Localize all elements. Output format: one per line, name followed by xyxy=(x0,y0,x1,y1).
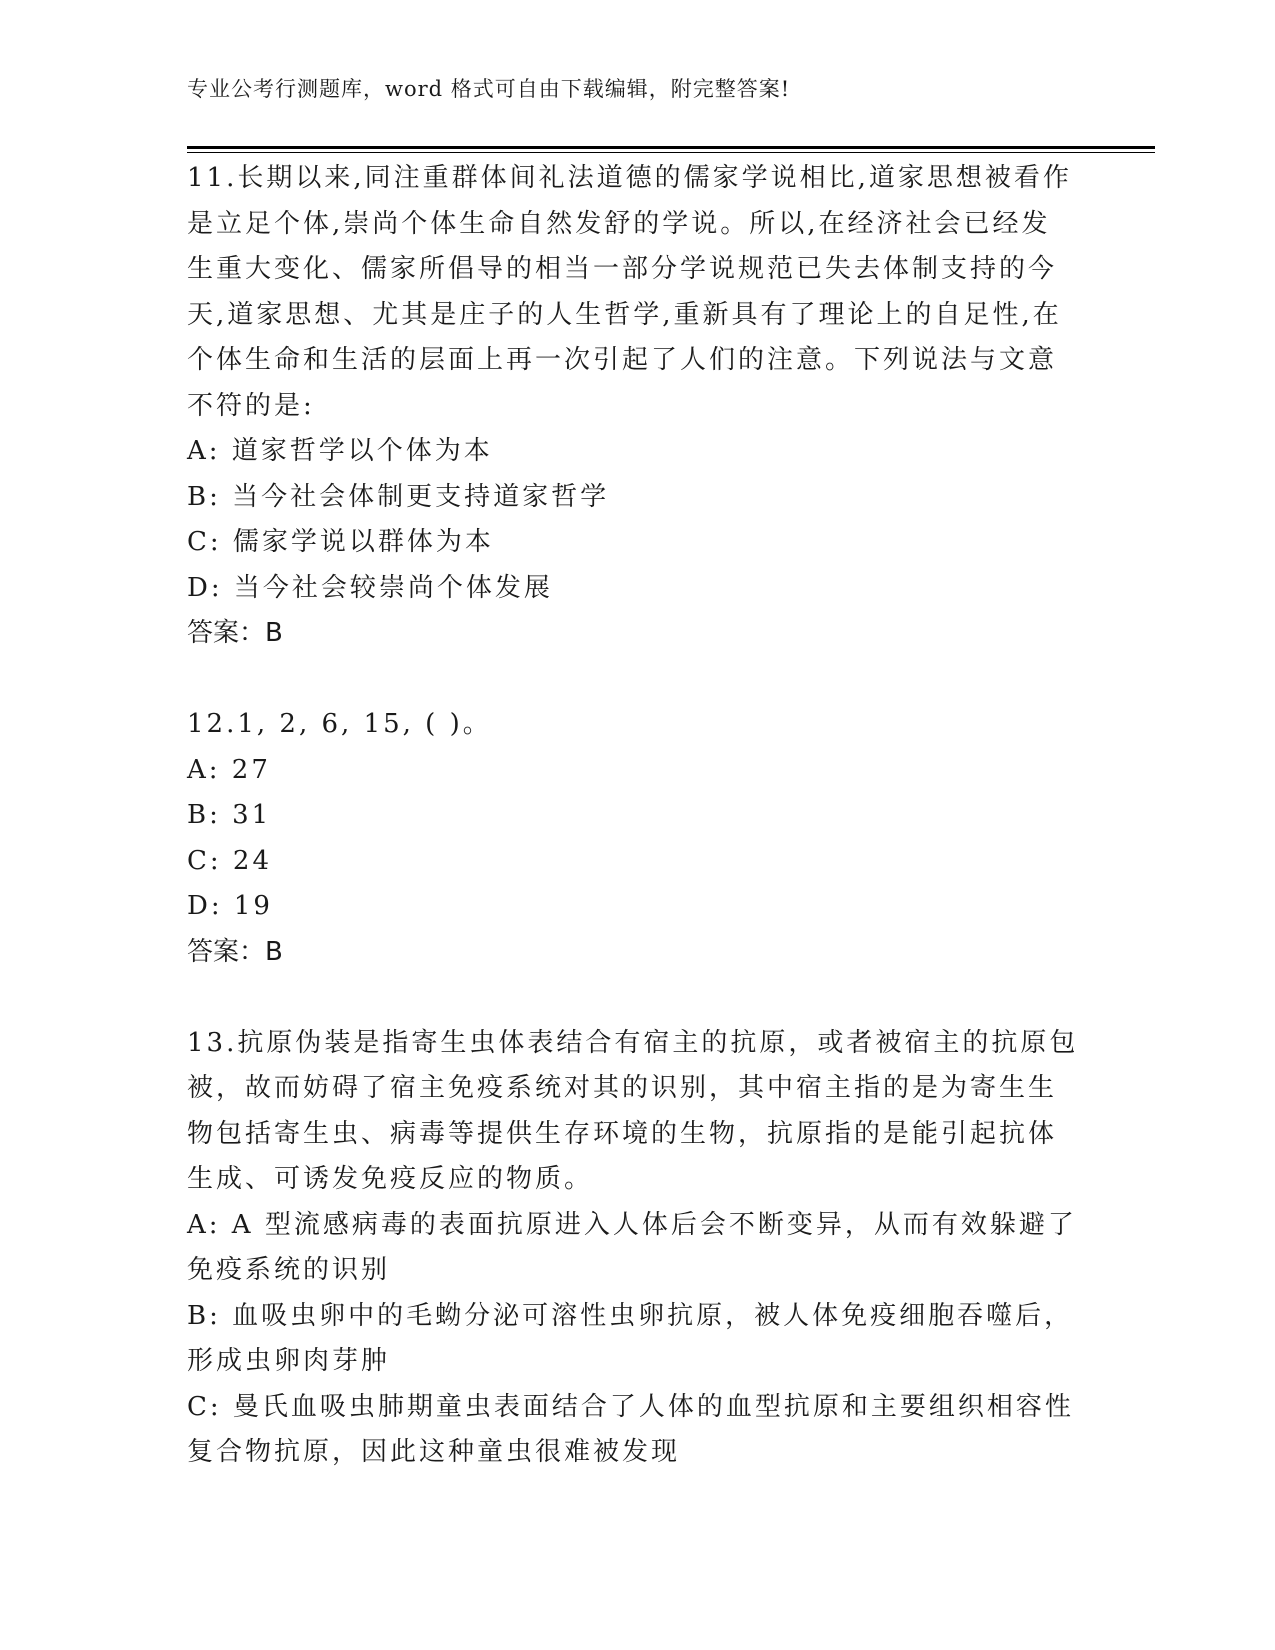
option-c-continued: 复合物抗原，因此这种童虫很难被发现 xyxy=(187,1437,681,1467)
question-list xyxy=(187,156,1087,1476)
answer-label: 答案：B xyxy=(187,618,283,648)
question-stem-line: 个体生命和生活的层面上再一次引起了人们的注意。下列说法与文意 xyxy=(187,345,1058,375)
question-stem-line: 物包括寄生虫、病毒等提供生存环境的生物，抗原指的是能引起抗体 xyxy=(187,1118,1058,1149)
question-stem-line: 被，故而妨碍了宿主免疫系统对其的识别，其中宿主指的是为寄生生 xyxy=(187,1073,1058,1103)
option-a: A: A 型流感病毒的表面抗原进入人体后会不断变异，从而有效躲避了 xyxy=(187,1209,1077,1240)
header-rule-thin xyxy=(187,152,1155,153)
header-rule-thick xyxy=(187,146,1155,149)
option-b: B: 31 xyxy=(187,800,272,830)
question-stem-line: 11.长期以来,同注重群体间礼法道德的儒家学说相比,道家思想被看作 xyxy=(187,163,1072,193)
option-c: C: 曼氏血吸虫肺期童虫表面结合了人体的血型抗原和主要组织相容性 xyxy=(187,1391,1074,1422)
question-13 xyxy=(187,1021,1087,1476)
question-stem-line: 天,道家思想、尤其是庄子的人生哲学,重新具有了理论上的自足性,在 xyxy=(187,299,1062,330)
spacer xyxy=(187,975,1087,1021)
option-b: B: 当今社会体制更支持道家哲学 xyxy=(187,481,610,512)
option-d: D: 19 xyxy=(187,891,273,921)
question-stem-line: 是立足个体,崇尚个体生命自然发舒的学说。所以,在经济社会已经发 xyxy=(187,208,1051,239)
option-a: A: 道家哲学以个体为本 xyxy=(187,436,493,466)
question-12 xyxy=(187,702,1087,975)
option-c: C: 24 xyxy=(187,845,273,876)
option-b-continued: 形成虫卵肉芽肿 xyxy=(187,1346,391,1376)
page-header: 专业公考行测题库，word 格式可自由下载编辑，附完整答案! xyxy=(187,77,791,101)
option-b: B: 血吸虫卵中的毛蚴分泌可溶性虫卵抗原，被人体免疫细胞吞噬后， xyxy=(187,1300,1074,1331)
spacer xyxy=(187,657,1087,703)
option-a-continued: 免疫系统的识别 xyxy=(187,1255,391,1285)
option-c: C: 儒家学说以群体为本 xyxy=(187,527,494,557)
question-stem-line: 生重大变化、儒家所倡导的相当一部分学说规范已失去体制支持的今 xyxy=(187,254,1058,284)
question-stem-line: 13.抗原伪装是指寄生虫体表结合有宿主的抗原，或者被宿主的抗原包 xyxy=(187,1027,1079,1058)
question-stem-line: 生成、可诱发免疫反应的物质。 xyxy=(187,1164,594,1194)
option-d: D: 当今社会较崇尚个体发展 xyxy=(187,572,553,603)
option-a: A: 27 xyxy=(187,754,271,785)
question-stem-line: 12.1, 2, 6, 15, ( )。 xyxy=(187,709,492,739)
answer-label: 答案：B xyxy=(187,936,283,967)
question-stem-line: 不符的是: xyxy=(187,390,315,421)
question-11 xyxy=(187,156,1087,657)
